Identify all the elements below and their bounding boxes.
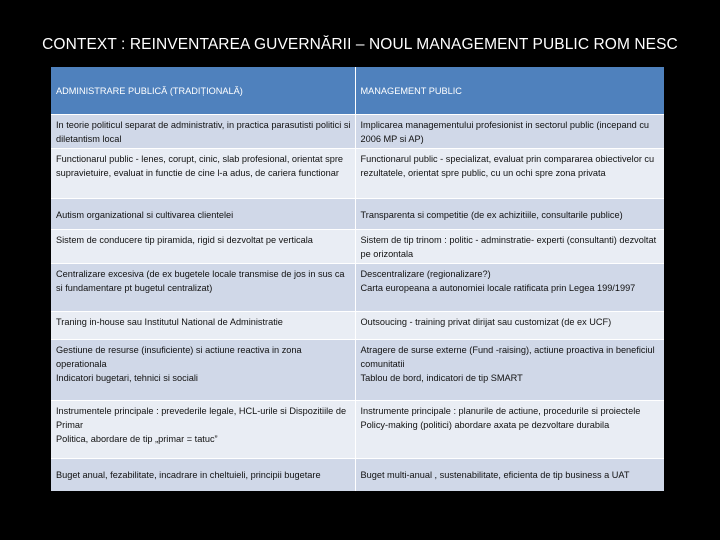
cell-modern: Outsoucing - training privat dirijat sau customizat (de ex UCF) xyxy=(355,312,664,340)
cell-modern: Implicarea managementului profesionist in sectorul public (incepand cu 2006 MP si AP) xyxy=(355,115,664,149)
table-row xyxy=(51,199,664,230)
cell-modern: Atragere de surse externe (Fund -raising), actiune proactiva in beneficiul comunitatii Tablou de bord, indicatori de tip SMART xyxy=(355,340,664,401)
cell-traditional: Instrumentele principale : prevederile legale, HCL-urile si Dispozitiile de Primar Politica, abordare de tip „primar = tatuc” xyxy=(51,401,355,459)
table-row xyxy=(51,149,664,199)
table-row xyxy=(51,340,664,401)
header-public-management: MANAGEMENT PUBLIC xyxy=(355,67,664,115)
table-row xyxy=(51,401,664,459)
cell-traditional: Functionarul public - lenes, corupt, cinic, slab profesional, orientat spre supravietuire, evaluat in functie de cine l-a adus, de cariera functionar xyxy=(51,149,355,199)
cell-traditional: Centralizare excesiva (de ex bugetele locale transmise de jos in sus ca si fundamentare pt bugetul centralizat) xyxy=(51,264,355,312)
table-row xyxy=(51,264,664,312)
cell-modern: Buget multi-anual , sustenabilitate, eficienta de tip business a UAT xyxy=(355,459,664,491)
cell-traditional: Sistem de conducere tip piramida, rigid si dezvoltat pe verticala xyxy=(51,230,355,264)
cell-modern: Functionarul public - specializat, evaluat prin compararea obiectivelor cu rezultatele, orientat spre public, cu un ochi spre zona privata xyxy=(355,149,664,199)
cell-traditional: Gestiune de resurse (insuficiente) si actiune reactiva in zona operationala Indicatori bugetari, tehnici si sociali xyxy=(51,340,355,401)
cell-traditional: Buget anual, fezabilitate, incadrare in cheltuieli, principii bugetare xyxy=(51,459,355,491)
header-traditional-administration: ADMINISTRARE PUBLICĂ (TRADIȚIONALĂ) xyxy=(51,67,355,115)
cell-modern: Sistem de tip trinom : politic - adminstratie- experti (consultanti) dezvoltat pe orizontala xyxy=(355,230,664,264)
table-row xyxy=(51,459,664,491)
cell-modern: Transparenta si competitie (de ex achizitiile, consultarile publice) xyxy=(355,199,664,230)
cell-modern: Descentralizare (regionalizare?) Carta europeana a autonomiei locale ratificata prin Legea 199/1997 xyxy=(355,264,664,312)
cell-traditional: Autism organizational si cultivarea clientelei xyxy=(51,199,355,230)
table-row xyxy=(51,230,664,264)
table-header-row xyxy=(51,67,664,115)
cell-modern: Instrumente principale : planurile de actiune, procedurile si proiectele Policy-making (politici) abordare axata pe dezvoltare durabila xyxy=(355,401,664,459)
table-row xyxy=(51,312,664,340)
table-row xyxy=(51,115,664,149)
comparison-table xyxy=(51,67,664,491)
slide-title: CONTEXT : REINVENTAREA GUVERNĂRII – NOUL MANAGEMENT PUBLIC ROM NESC xyxy=(42,36,678,53)
cell-traditional: Traning in-house sau Institutul National de Administratie xyxy=(51,312,355,340)
cell-traditional: In teorie politicul separat de administrativ, in practica parasutisti politici si diletantism local xyxy=(51,115,355,149)
